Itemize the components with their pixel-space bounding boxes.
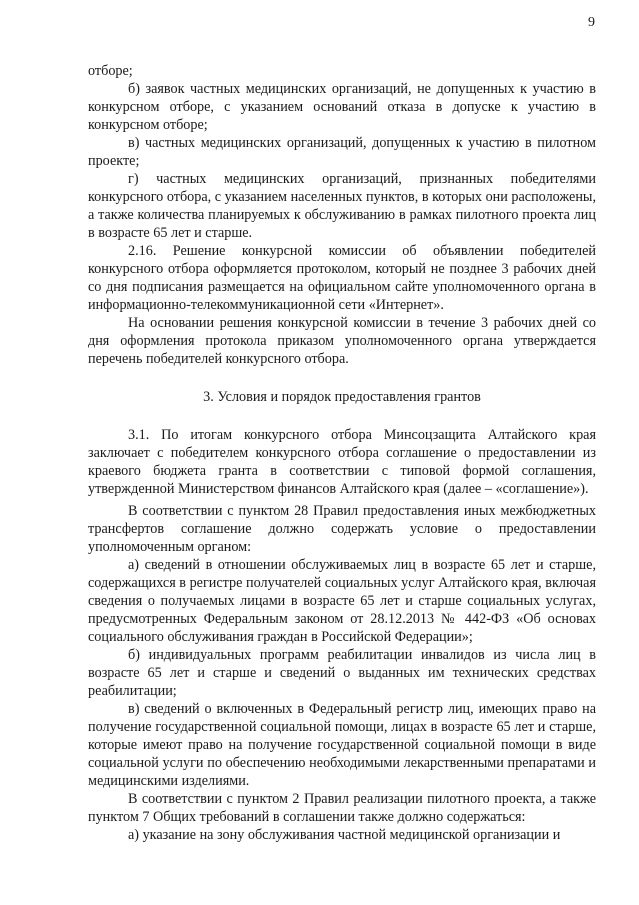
paragraph: В соответствии с пунктом 2 Правил реализации пилотного проекта, а также пунктом 7 Общих требований в соглашении также должно содержаться: bbox=[88, 791, 596, 825]
paragraph: В соответствии с пунктом 28 Правил предоставления иных межбюджетных трансфертов соглашение должно содержать условие о предоставлении уполномоченным органом: bbox=[88, 503, 596, 555]
paragraph: 2.16. Решение конкурсной комиссии об объявлении победителей конкурсного отбора оформляется протоколом, который не позднее 3 рабочих дней со дня подписания размещается на официальном сайте уполномоченного органа в информационно-телекоммуникационной сети «Интернет». bbox=[88, 243, 596, 313]
paragraph: б) заявок частных медицинских организаций, не допущенных к участию в конкурсном отборе, с указанием оснований отказа в допуске к участию в конкурсном отборе; bbox=[88, 81, 596, 133]
paragraph: 3.1. По итогам конкурсного отбора Минсоцзащита Алтайского края заключает с победителем конкурсного отбора соглашение о предоставлении из краевого бюджета гранта в соответствии с типовой формой соглашения, утвержденной Министерством финансов Алтайского края (далее – «соглашение»). bbox=[88, 427, 596, 497]
page-number: 9 bbox=[588, 15, 595, 30]
document-body bbox=[88, 62, 596, 844]
paragraph: а) сведений в отношении обслуживаемых лиц в возрасте 65 лет и старше, содержащихся в регистре получателей социальных услуг Алтайского края, включая сведения о получаемых лицами в возрасте 65 лет и старше социальных услугах, предусмотренных Федеральным законом от 28.12.2013 № 442-ФЗ «Об основах социального обслуживания граждан в Российской Федерации»; bbox=[88, 557, 596, 645]
paragraph: г) частных медицинских организаций, признанных победителями конкурсного отбора, с указанием населенных пунктов, в которых они расположены, а также количества планируемых к обслуживанию в рамках пилотного проекта лиц в возрасте 65 лет и старше. bbox=[88, 171, 596, 241]
paragraph: в) сведений о включенных в Федеральный регистр лиц, имеющих право на получение государственной социальной помощи, лицах в возрасте 65 лет и старше, которые имеют право на получение государственной социальной помощи в виде социальной услуги по обеспечению необходимыми лекарственными препаратами и медицинскими изделиями. bbox=[88, 701, 596, 789]
paragraph: а) указание на зону обслуживания частной медицинской организации и bbox=[128, 827, 561, 843]
section-heading: 3. Условия и порядок предоставления грантов bbox=[203, 389, 481, 405]
paragraph: в) частных медицинских организаций, допущенных к участию в пилотном проекте; bbox=[88, 135, 596, 169]
paragraph: отборе; bbox=[88, 63, 133, 79]
paragraph: б) индивидуальных программ реабилитации инвалидов из числа лиц в возрасте 65 лет и старше и сведений о выданных им технических средствах реабилитации; bbox=[88, 647, 596, 699]
paragraph: На основании решения конкурсной комиссии в течение 3 рабочих дней со дня оформления протокола приказом уполномоченного органа утверждается перечень победителей конкурсного отбора. bbox=[88, 315, 596, 367]
